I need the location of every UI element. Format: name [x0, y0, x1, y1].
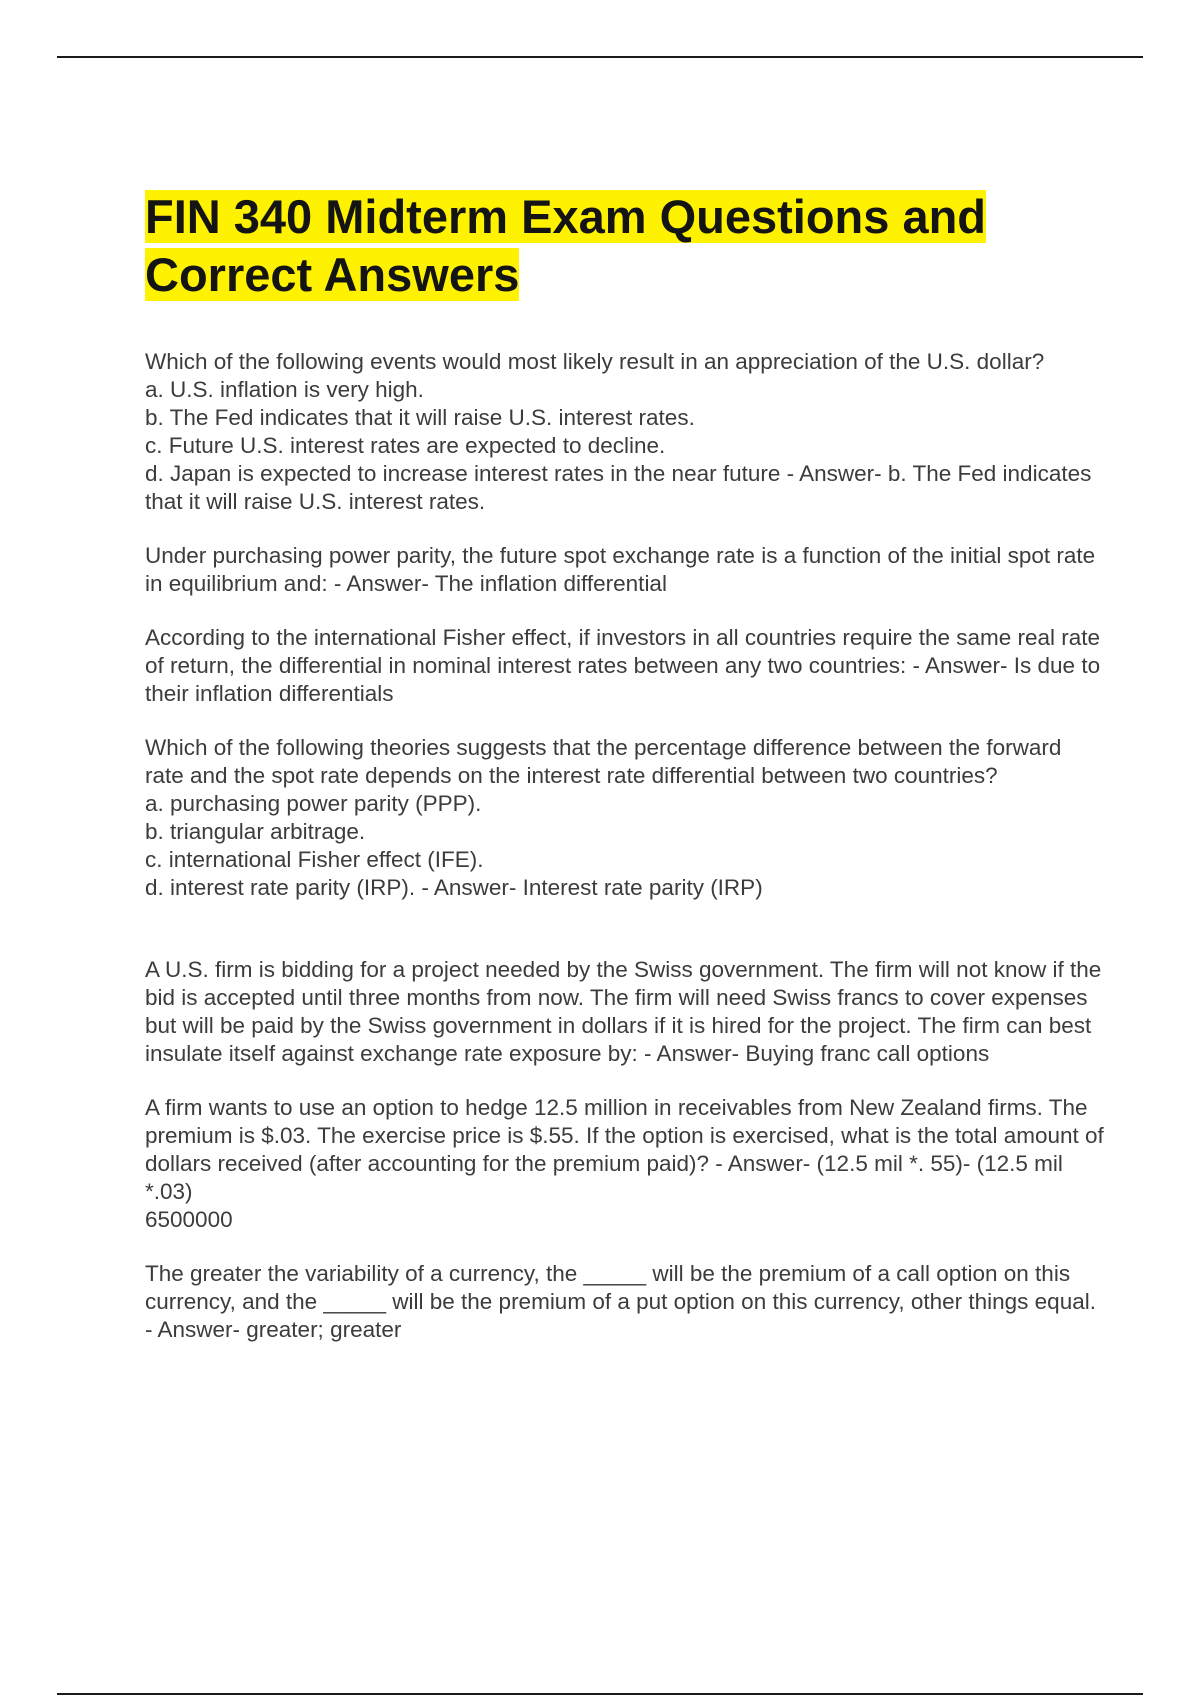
document-body: [145, 188, 1105, 1370]
qa-item-3: According to the international Fisher effect, if investors in all countries require the same real rate of return, the differential in nominal interest rates between any two countries: - Answer- Is due to their inflation differentials: [145, 625, 1101, 706]
qa-item-1: Which of the following events would most likely result in an appreciation of the U.S. dollar? a. U.S. inflation is very high. b. The Fed indicates that it will raise U.S. interest rates. c. Future U.S. interest rates are expected to decline. d. Japan is expected to increase interest rates in the near future - Answer- b. The Fed indicates that it will raise U.S. interest rates.: [145, 349, 1092, 514]
footer-rule: [57, 1693, 1143, 1695]
qa-item-5: A U.S. firm is bidding for a project needed by the Swiss government. The firm will not know if the bid is accepted until three months from now. The firm will need Swiss francs to cover expenses but will be paid by the Swiss government in dollars if it is hired for the project. The firm can best insulate itself against exchange rate exposure by: - Answer- Buying franc call options: [145, 957, 1102, 1066]
header-rule: [57, 56, 1143, 58]
qa-item-4: Which of the following theories suggests that the percentage difference between the forward rate and the spot rate depends on the interest rate differential between two countries? a. purchasing power parity (PPP). b. triangular arbitrage. c. international Fisher effect (IFE). d. interest rate parity (IRP). - Answer- Interest rate parity (IRP): [145, 735, 1062, 900]
document-title: [145, 188, 1105, 304]
qa-item-6: A firm wants to use an option to hedge 12.5 million in receivables from New Zealand firms. The premium is $.03. The exercise price is $.55. If the option is exercised, what is the total amount of dollars received (after accounting for the premium paid)? - Answer- (12.5 mil *. 55)- (12.5 mil *.03) 6500000: [145, 1095, 1104, 1232]
highlighted-title-text: FIN 340 Midterm Exam Questions and Correct Answers: [145, 190, 986, 301]
qa-item-7: The greater the variability of a currency, the _____ will be the premium of a call option on this currency, and the _____ will be the premium of a put option on this currency, other things equal. - Answer- greater; greater: [145, 1261, 1096, 1342]
qa-item-2: Under purchasing power parity, the future spot exchange rate is a function of the initial spot rate in equilibrium and: - Answer- The inflation differential: [145, 543, 1096, 596]
